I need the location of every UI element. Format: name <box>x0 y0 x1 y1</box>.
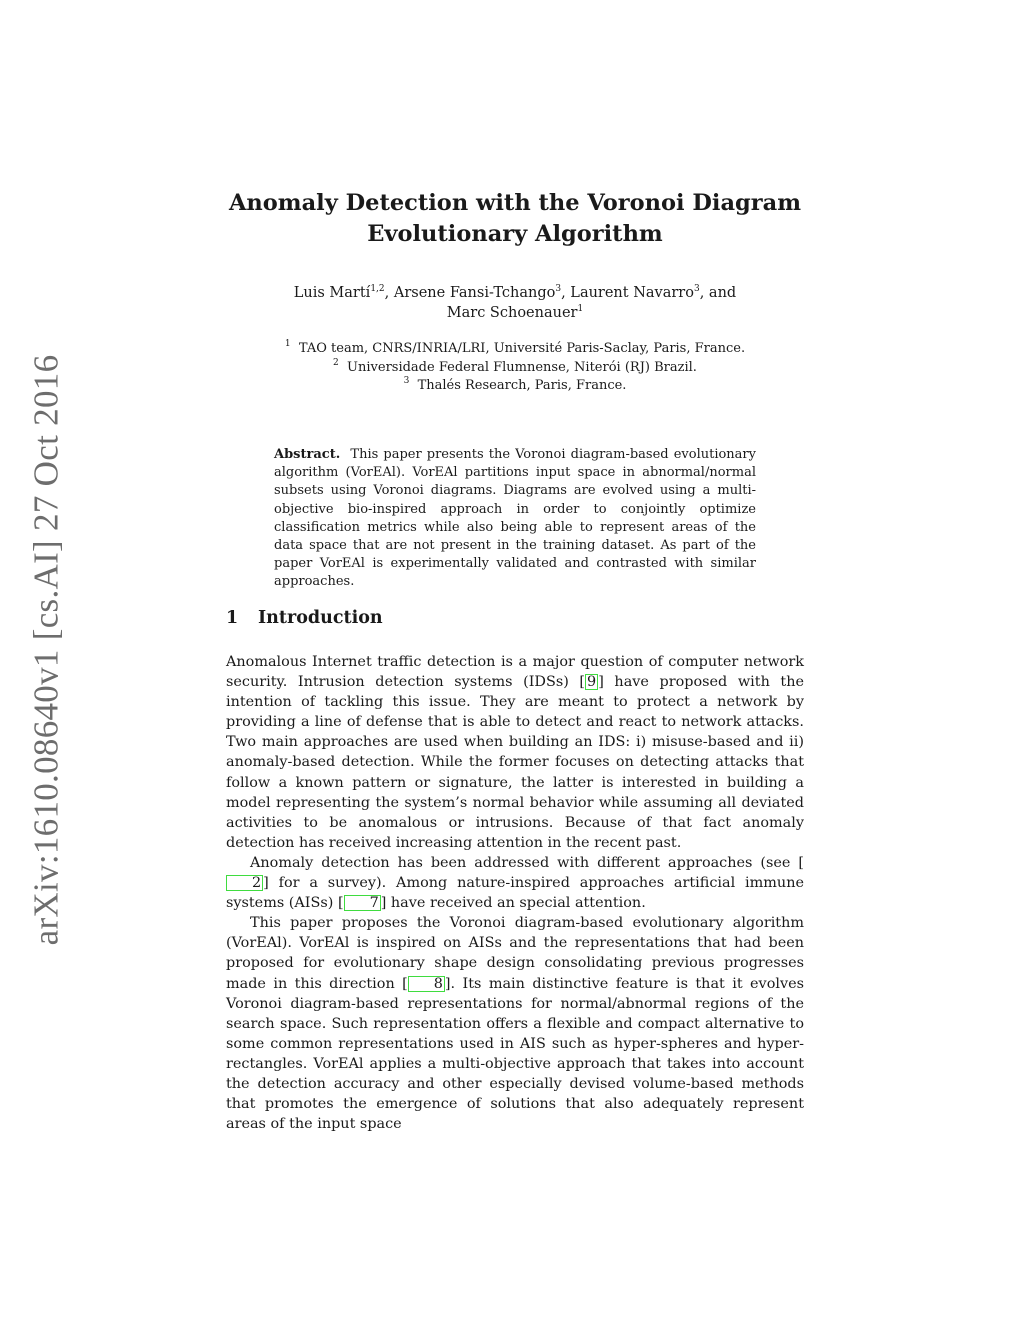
affiliation-number: 3 <box>403 376 410 386</box>
abstract-text: This paper presents the Voronoi diagram-based evolutionary algorithm (VorEAl). VorEAl partitions input space in abnormal/normal subsets using Voronoi diagrams. Diagrams are evolved using a multi-objective bio-inspired approach in order to conjointly optimize classification metrics while also being able to represent areas of the data space that are not present in the training dataset. As part of the paper VorEAl is experimentally validated and contrasted with similar approaches. <box>274 447 756 590</box>
author-line-1 <box>226 283 804 303</box>
paragraph-2-text-c: have received an special attention. <box>386 895 646 912</box>
author-navarro: , Laurent Navarro <box>561 285 694 301</box>
affiliation-text: Thalés Research, Paris, France. <box>417 378 627 393</box>
paragraph-2: Anomaly detection has been addressed with different approaches (see [2 ] for a survey). Among nature-inspired approaches artificial immune systems (AISs) [ 7 ] have received an special attention. <box>226 854 804 912</box>
section-heading-introduction <box>226 608 383 628</box>
affiliation-number: 1 <box>284 339 291 349</box>
affiliation-item <box>226 359 804 378</box>
paragraph-1-text-a: Anomalous Internet traffic detection is a major question of computer network security. Intrusion detection systems (IDSs) <box>226 654 804 691</box>
paragraph-2-text-b: for a survey). Among nature-inspired approaches artificial immune systems (AISs) <box>226 875 804 912</box>
affiliation-item <box>226 377 804 396</box>
paragraph-1-text-b: have proposed with the intention of tackling this issue. They are meant to protect a network by providing a line of defense that is able to detect and react to network attacks. Two main approaches are used when building an IDS: i) misuse-based and ii) anomaly-based detection. While the former focuses on detecting attacks that follow a known pattern or signature, the latter is interested in building a model representing the system’s normal behavior while assuming all deviated activities to be anomalous or intrusions. Because of that fact anomaly detection has received increasing attention in the recent past. <box>226 674 804 851</box>
paragraph-1: Anomalous Internet traffic detection is a major question of computer network security. Intrusion detection systems (IDSs) [ 9 ] have proposed with the intention of tackling this issue. They are meant to protect a network by providing a line of defense that is able to detect and react to network attacks. Two main approaches are used when building an IDS: i) misuse-based and ii) anomaly-based detection. While the former focuses on detecting attacks that follow a known pattern or signature, the latter is interested in building a model representing the system’s normal behavior while assuming all deviated activities to be anomalous or intrusions. Because of that fact anomaly detection has received increasing attention in the recent past. <box>226 654 804 851</box>
paper-title-line-1: Anomaly Detection with the Voronoi Diagram <box>228 190 802 216</box>
affiliation-item <box>226 340 804 359</box>
author-line-2 <box>226 303 804 323</box>
author-fansi-affil: 3 <box>555 284 562 294</box>
paper-title <box>226 188 804 250</box>
author-schoenauer-affil: 1 <box>577 304 584 314</box>
affiliation-number: 2 <box>333 357 339 368</box>
affiliation-text: TAO team, CNRS/INRIA/LRI, Université Paris-Saclay, Paris, France. <box>298 341 746 356</box>
affiliation-list <box>226 340 804 396</box>
author-and: , and <box>699 285 737 301</box>
author-marti-affil: 1,2 <box>370 284 385 294</box>
author-fansi-tchango: , Arsene Fansi-Tchango <box>384 285 556 301</box>
introduction-body <box>226 652 804 1134</box>
abstract-label: Abstract. <box>274 447 341 462</box>
paragraph-3: This paper proposes the Voronoi diagram-based evolutionary algorithm (VorEAl). VorEAl is inspired on AISs and the representations that had been proposed for evolutionary shape design consolidating previous progresses made in this direction [ 8 ]. Its main distinctive feature is that it evolves Voronoi diagram-based representations for normal/abnormal regions of the search space. Such representation offers a flexible and compact alternative to some common representations used in AIS such as hyper-spheres and hyper-rectangles. VorEAl applies a multi-objective approach that takes into account the detection accuracy and other especially devised volume-based methods that promotes the emergence of solutions that also adequately represent areas of the input space <box>226 915 804 1133</box>
author-list <box>226 283 804 323</box>
author-navarro-affil: 3 <box>693 284 700 294</box>
paragraph-2-text-a: Anomaly detection has been addressed with different approaches (see <box>250 854 799 871</box>
section-title: Introduction <box>258 608 383 628</box>
author-marti: Luis Martí <box>293 285 371 301</box>
citation-link[interactable]: 8 <box>408 976 445 992</box>
section-number: 1 <box>226 608 239 628</box>
paragraph-3-text-b: . Its main distinctive feature is that it evolves Voronoi diagram-based representations for normal/abnormal regions of the search space. Such representation offers a flexible and compact alternative to some common representations used in AIS such as hyper-spheres and hyper-rectangles. VorEAl applies a multi-objective approach that takes into account the detection accuracy and other especially devised volume-based methods that promotes the emergence of solutions that also adequately represent areas of the input space <box>226 975 804 1133</box>
paper-title-line-2: Evolutionary Algorithm <box>367 221 663 247</box>
arxiv-identifier-text: arXiv:1610.08640v1 [cs.AI] 27 Oct 2016 <box>26 354 65 946</box>
affiliation-text: Universidade Federal Flumnense, Niterói (RJ) Brazil. <box>347 359 697 375</box>
paragraph-3-text-a: This paper proposes the Voronoi diagram-based evolutionary algorithm (VorEAl). VorEAl is inspired on AISs and the representations that had been proposed for evolutionary shape design consolidating previous progresses made in this direction <box>226 915 804 992</box>
author-schoenauer: Marc Schoenauer <box>446 305 578 321</box>
abstract <box>274 446 756 592</box>
arxiv-identifier <box>26 354 66 946</box>
citation-link[interactable]: 7 <box>344 895 381 911</box>
citation-link[interactable]: 9 <box>587 674 597 691</box>
citation-link[interactable]: 2 <box>226 875 263 891</box>
